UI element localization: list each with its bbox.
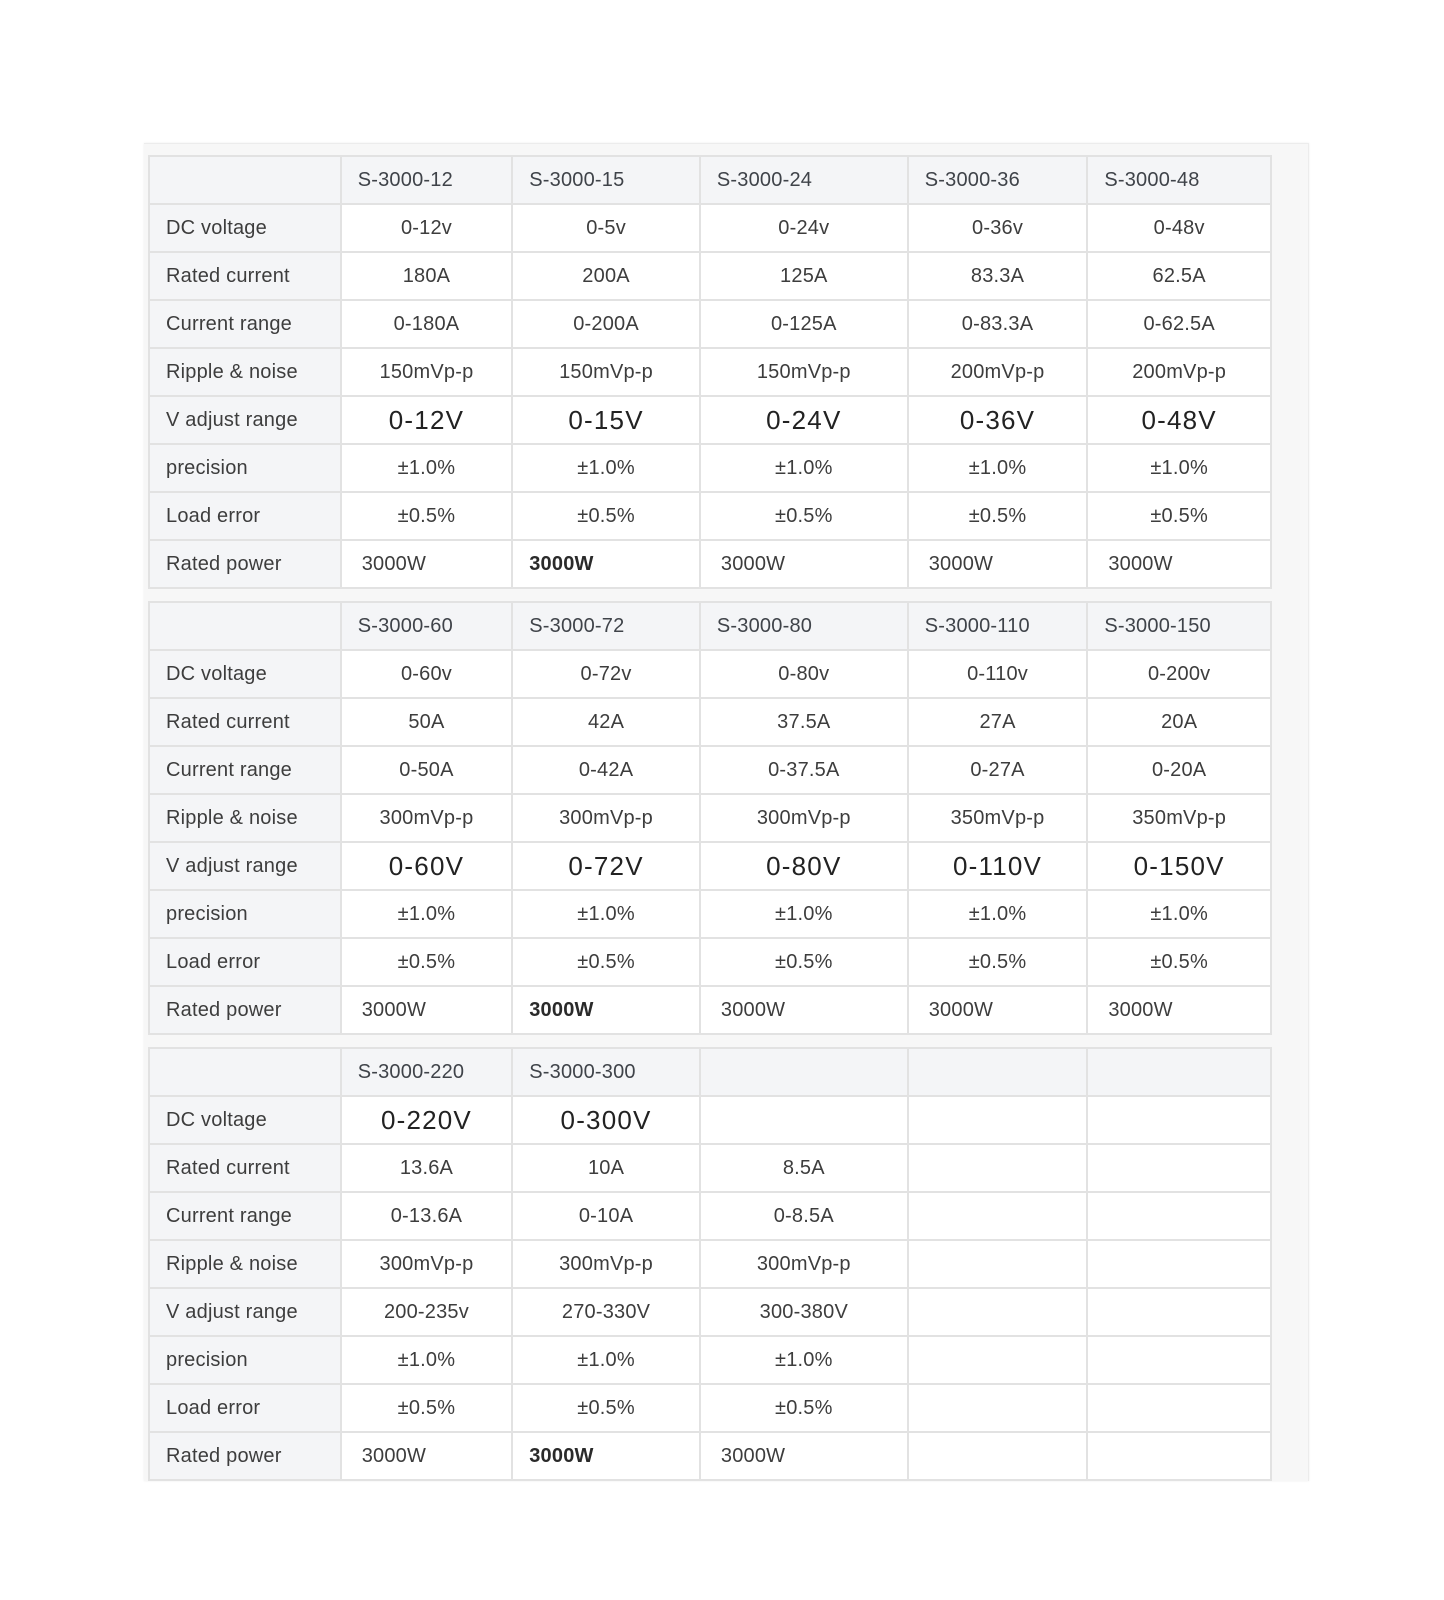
precision-row [149,444,1271,492]
corner-cell [149,602,341,650]
model-header: S-3000-48 [1087,156,1271,204]
v-adjust-range-cell: 0-150V [1087,842,1271,890]
rated-power-cell: 3000W [341,1432,513,1480]
row-label: DC voltage [149,650,341,698]
model-header: S-3000-12 [341,156,513,204]
model-header: S-3000-220 [341,1048,513,1096]
v-adjust-range-cell: 300-380V [700,1288,908,1336]
dc-voltage-cell: 0-60v [341,650,513,698]
dc-voltage-cell [700,1096,908,1144]
current-range-cell: 0-10A [512,1192,700,1240]
row-label: Rated current [149,252,341,300]
load-error-cell: ±0.5% [908,938,1088,986]
dc-voltage-cell: 0-36v [908,204,1088,252]
v-adjust-range-cell: 0-60V [341,842,513,890]
ripple-noise-cell: 300mVp-p [341,794,513,842]
dc-voltage-cell: 0-80v [700,650,908,698]
rated-current-cell: 37.5A [700,698,908,746]
ripple-noise-cell: 300mVp-p [700,1240,908,1288]
model-header-row [149,1048,1271,1096]
ripple-noise-row [149,1240,1271,1288]
model-header: S-3000-150 [1087,602,1271,650]
dc-voltage-cell: 0-200v [1087,650,1271,698]
precision-cell: ±1.0% [700,444,908,492]
row-label: Ripple & noise [149,1240,341,1288]
rated-current-cell: 62.5A [1087,252,1271,300]
precision-cell: ±1.0% [1087,890,1271,938]
v-adjust-range-cell: 0-110V [908,842,1088,890]
current-range-cell [908,1192,1088,1240]
precision-cell: ±1.0% [908,890,1088,938]
ripple-noise-cell: 200mVp-p [1087,348,1271,396]
load-error-cell: ±0.5% [908,492,1088,540]
ripple-noise-cell [908,1240,1088,1288]
precision-cell: ±1.0% [512,444,700,492]
current-range-cell: 0-180A [341,300,513,348]
model-header: S-3000-60 [341,602,513,650]
precision-cell [1087,1336,1271,1384]
spec-block-2 [144,589,1308,1035]
rated-current-cell: 13.6A [341,1144,513,1192]
spec-table-3 [148,1047,1272,1481]
v-adjust-range-row [149,1288,1271,1336]
spec-table-1 [148,155,1272,589]
v-adjust-range-cell: 0-24V [700,396,908,444]
precision-cell: ±1.0% [512,1336,700,1384]
ripple-noise-cell: 300mVp-p [512,794,700,842]
current-range-cell: 0-20A [1087,746,1271,794]
model-header [700,1048,908,1096]
row-label: V adjust range [149,1288,341,1336]
rated-power-cell [1087,1432,1271,1480]
load-error-cell: ±0.5% [700,492,908,540]
current-range-cell: 0-42A [512,746,700,794]
model-header: S-3000-110 [908,602,1088,650]
v-adjust-range-cell: 0-48V [1087,396,1271,444]
row-label: DC voltage [149,1096,341,1144]
v-adjust-range-cell: 270-330V [512,1288,700,1336]
v-adjust-range-cell: 0-15V [512,396,700,444]
load-error-cell [1087,1384,1271,1432]
dc-voltage-cell: 0-24v [700,204,908,252]
current-range-cell: 0-8.5A [700,1192,908,1240]
ripple-noise-row [149,794,1271,842]
load-error-cell [908,1384,1088,1432]
rated-power-cell: 3000W [908,540,1088,588]
v-adjust-range-cell: 0-12V [341,396,513,444]
current-range-cell [1087,1192,1271,1240]
row-label: Load error [149,1384,341,1432]
rated-power-cell: 3000W [1087,540,1271,588]
corner-cell [149,1048,341,1096]
dc-voltage-cell: 0-110v [908,650,1088,698]
current-range-row [149,300,1271,348]
row-label: Ripple & noise [149,794,341,842]
precision-cell: ±1.0% [1087,444,1271,492]
rated-current-cell: 125A [700,252,908,300]
rated-power-cell: 3000W [700,540,908,588]
spec-table-2 [148,601,1272,1035]
dc-voltage-row [149,1096,1271,1144]
v-adjust-range-cell [1087,1288,1271,1336]
v-adjust-range-cell: 0-80V [700,842,908,890]
model-header: S-3000-300 [512,1048,700,1096]
v-adjust-range-cell: 0-36V [908,396,1088,444]
load-error-row [149,1384,1271,1432]
rated-power-row [149,1432,1271,1480]
row-label: Current range [149,1192,341,1240]
current-range-cell: 0-62.5A [1087,300,1271,348]
v-adjust-range-cell: 200-235v [341,1288,513,1336]
rated-current-cell [1087,1144,1271,1192]
row-label: Ripple & noise [149,348,341,396]
load-error-row [149,492,1271,540]
row-label: Rated power [149,540,341,588]
dc-voltage-row [149,650,1271,698]
row-label: Rated current [149,1144,341,1192]
ripple-noise-cell: 150mVp-p [512,348,700,396]
ripple-noise-cell: 300mVp-p [341,1240,513,1288]
v-adjust-range-row [149,396,1271,444]
row-label: precision [149,444,341,492]
precision-row [149,890,1271,938]
load-error-cell: ±0.5% [1087,492,1271,540]
dc-voltage-cell: 0-72v [512,650,700,698]
rated-power-cell: 3000W [341,986,513,1034]
rated-current-cell: 10A [512,1144,700,1192]
rated-current-cell: 83.3A [908,252,1088,300]
model-header: S-3000-72 [512,602,700,650]
load-error-cell: ±0.5% [700,1384,908,1432]
rated-current-cell: 200A [512,252,700,300]
load-error-cell: ±0.5% [341,938,513,986]
ripple-noise-cell: 300mVp-p [512,1240,700,1288]
row-label: V adjust range [149,396,341,444]
load-error-cell: ±0.5% [512,938,700,986]
dc-voltage-cell: 0-220V [341,1096,513,1144]
row-label: Load error [149,492,341,540]
model-header: S-3000-15 [512,156,700,204]
precision-cell [908,1336,1088,1384]
load-error-cell: ±0.5% [341,1384,513,1432]
spec-sheet [144,143,1309,1481]
model-header-row [149,602,1271,650]
rated-power-cell: 3000W [700,986,908,1034]
precision-cell: ±1.0% [700,890,908,938]
rated-current-cell: 180A [341,252,513,300]
current-range-cell: 0-13.6A [341,1192,513,1240]
row-label: Load error [149,938,341,986]
v-adjust-range-row [149,842,1271,890]
v-adjust-range-cell [908,1288,1088,1336]
ripple-noise-cell: 300mVp-p [700,794,908,842]
load-error-row [149,938,1271,986]
rated-power-cell [908,1432,1088,1480]
model-header: S-3000-36 [908,156,1088,204]
precision-cell: ±1.0% [700,1336,908,1384]
v-adjust-range-cell: 0-72V [512,842,700,890]
rated-current-cell: 50A [341,698,513,746]
precision-cell: ±1.0% [341,1336,513,1384]
current-range-cell: 0-83.3A [908,300,1088,348]
current-range-cell: 0-37.5A [700,746,908,794]
dc-voltage-cell: 0-5v [512,204,700,252]
rated-power-cell: 3000W [512,1432,700,1480]
dc-voltage-cell: 0-48v [1087,204,1271,252]
spec-block-3 [144,1035,1308,1481]
ripple-noise-cell: 350mVp-p [1087,794,1271,842]
rated-power-cell: 3000W [1087,986,1271,1034]
precision-cell: ±1.0% [512,890,700,938]
rated-current-cell: 20A [1087,698,1271,746]
load-error-cell: ±0.5% [512,1384,700,1432]
rated-current-row [149,252,1271,300]
row-label: DC voltage [149,204,341,252]
rated-power-cell: 3000W [512,986,700,1034]
rated-current-row [149,698,1271,746]
ripple-noise-row [149,348,1271,396]
dc-voltage-cell: 0-12v [341,204,513,252]
rated-current-row [149,1144,1271,1192]
precision-cell: ±1.0% [341,444,513,492]
current-range-row [149,746,1271,794]
model-header [1087,1048,1271,1096]
rated-power-cell: 3000W [700,1432,908,1480]
precision-row [149,1336,1271,1384]
row-label: V adjust range [149,842,341,890]
spec-block-1 [144,144,1308,589]
current-range-cell: 0-27A [908,746,1088,794]
dc-voltage-cell [1087,1096,1271,1144]
model-header-row [149,156,1271,204]
dc-voltage-cell [908,1096,1088,1144]
model-header [908,1048,1088,1096]
ripple-noise-cell: 150mVp-p [700,348,908,396]
rated-power-row [149,986,1271,1034]
row-label: precision [149,1336,341,1384]
load-error-cell: ±0.5% [341,492,513,540]
current-range-cell: 0-200A [512,300,700,348]
rated-power-cell: 3000W [341,540,513,588]
rated-power-row [149,540,1271,588]
rated-current-cell: 27A [908,698,1088,746]
row-label: Rated power [149,1432,341,1480]
load-error-cell: ±0.5% [1087,938,1271,986]
row-label: Rated current [149,698,341,746]
ripple-noise-cell: 200mVp-p [908,348,1088,396]
rated-current-cell: 42A [512,698,700,746]
dc-voltage-row [149,204,1271,252]
row-label: Current range [149,746,341,794]
ripple-noise-cell: 150mVp-p [341,348,513,396]
rated-power-cell: 3000W [512,540,700,588]
current-range-cell: 0-50A [341,746,513,794]
row-label: Rated power [149,986,341,1034]
current-range-cell: 0-125A [700,300,908,348]
current-range-row [149,1192,1271,1240]
corner-cell [149,156,341,204]
ripple-noise-cell [1087,1240,1271,1288]
model-header: S-3000-24 [700,156,908,204]
row-label: Current range [149,300,341,348]
rated-current-cell: 8.5A [700,1144,908,1192]
rated-power-cell: 3000W [908,986,1088,1034]
row-label: precision [149,890,341,938]
dc-voltage-cell: 0-300V [512,1096,700,1144]
rated-current-cell [908,1144,1088,1192]
ripple-noise-cell: 350mVp-p [908,794,1088,842]
precision-cell: ±1.0% [341,890,513,938]
model-header: S-3000-80 [700,602,908,650]
load-error-cell: ±0.5% [512,492,700,540]
load-error-cell: ±0.5% [700,938,908,986]
precision-cell: ±1.0% [908,444,1088,492]
